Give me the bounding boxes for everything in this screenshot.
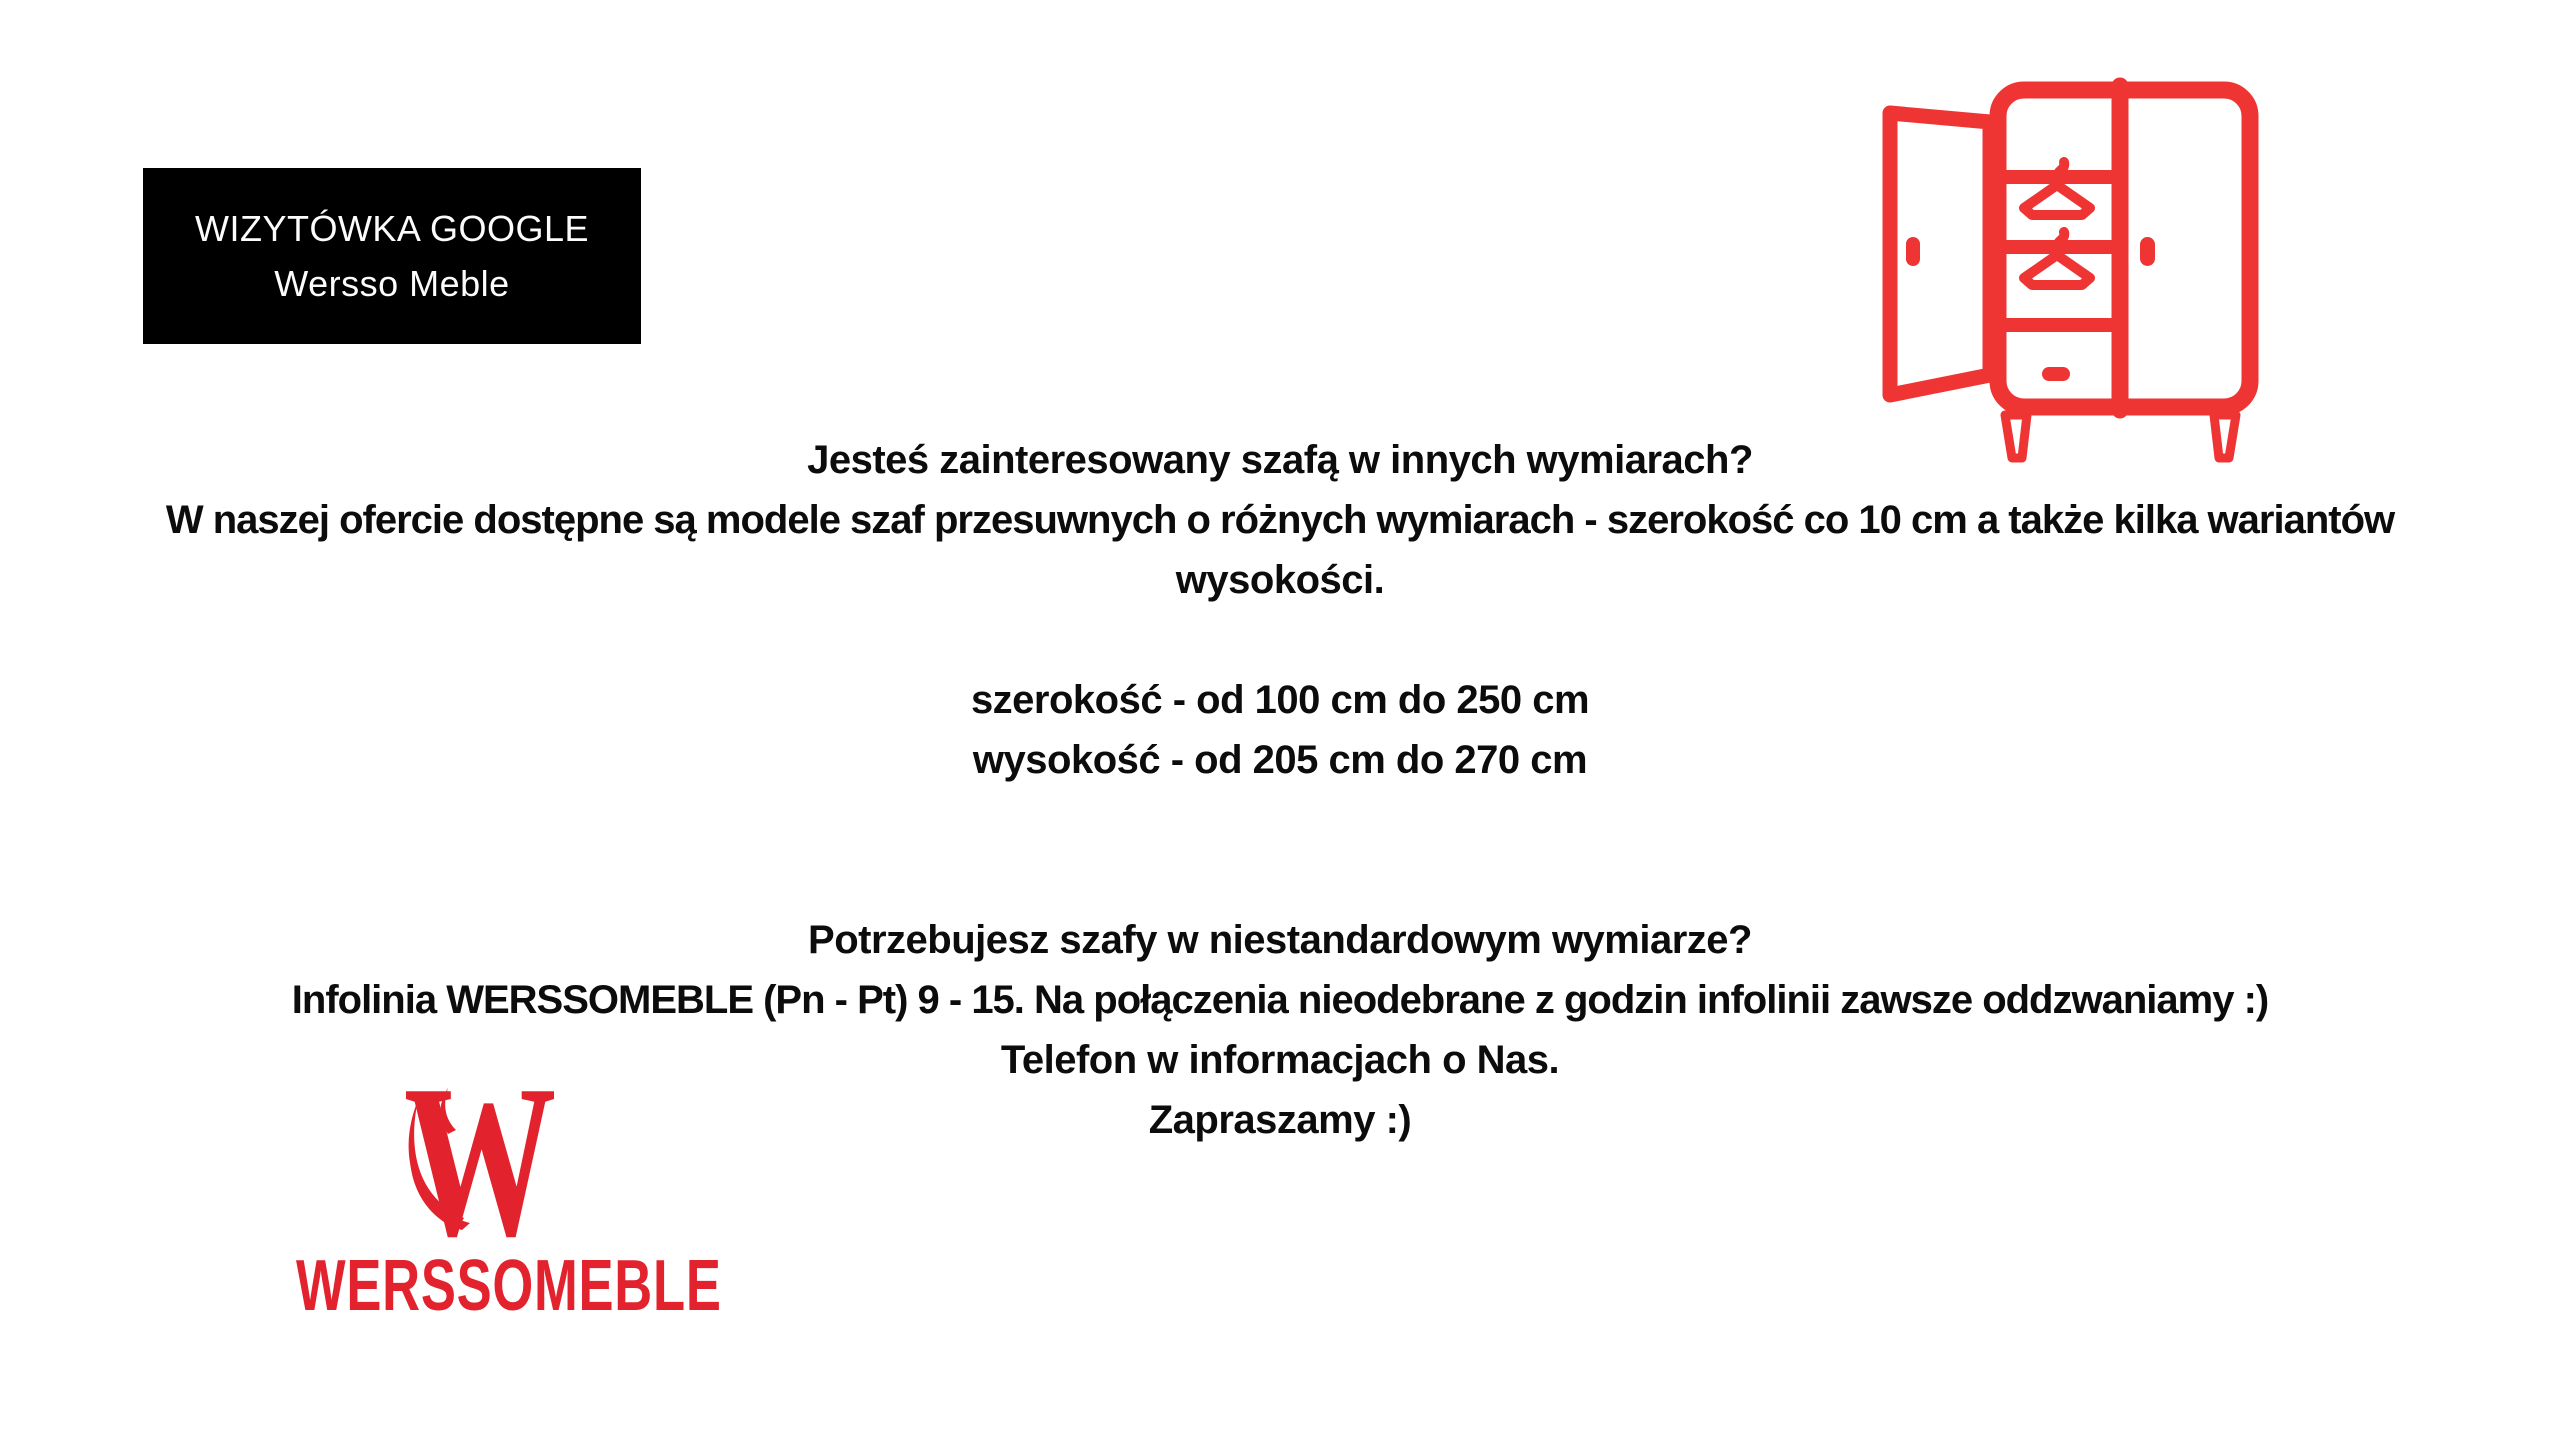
logo-monogram: W	[403, 1082, 557, 1257]
spacer	[0, 850, 2560, 910]
logo-wordmark: WERSSOMEBLE	[296, 1246, 722, 1326]
wardrobe-icon	[1878, 58, 2268, 473]
width-range: szerokość - od 100 cm do 250 cm	[970, 678, 1590, 722]
werssomeble-logo	[296, 1082, 722, 1362]
spacer	[0, 610, 2560, 670]
contact-heading: Potrzebujesz szafy w niestandardowym wymiarze?	[808, 918, 1752, 962]
logo-monogram-icon	[296, 1082, 666, 1257]
badge-subtitle: Wersso Meble	[274, 263, 510, 304]
marketing-copy	[0, 430, 2560, 1150]
intro-body-line1: W naszej ofercie dostępne są modele szaf przesuwnych o różnych wymiarach - szerokość co 10 cm a także kilka wariantów	[165, 498, 2395, 542]
height-range: wysokość - od 205 cm do 270 cm	[972, 738, 1588, 782]
spacer	[0, 790, 2560, 850]
google-business-card-badge	[143, 168, 641, 344]
badge-title: WIZYTÓWKA GOOGLE	[194, 208, 590, 249]
intro-body-line2: wysokości.	[1175, 558, 1385, 602]
closing-line: Zapraszamy :)	[1148, 1098, 1412, 1142]
hotline-info: Infolinia WERSSOMEBLE (Pn - Pt) 9 - 15. Na połączenia nieodebrane z godzin infolinii zawsze oddzwaniamy :)	[291, 978, 2269, 1022]
intro-heading: Jesteś zainteresowany szafą w innych wymiarach?	[807, 438, 1753, 482]
phone-info: Telefon w informacjach o Nas.	[1000, 1038, 1560, 1082]
